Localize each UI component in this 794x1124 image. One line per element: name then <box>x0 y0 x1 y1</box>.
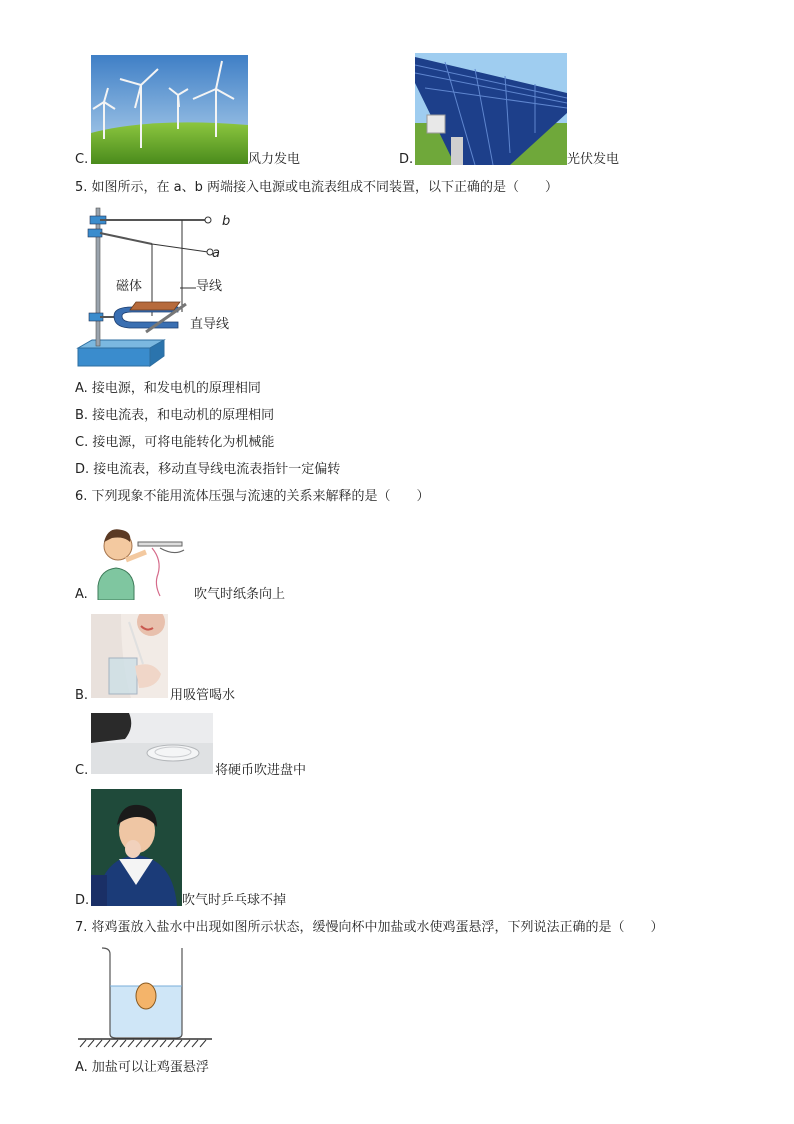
q5-option-d: D. 接电流表，移动直导线电流表指针一定偏转 <box>75 462 341 477</box>
figure-label-magnet: 磁体 <box>116 279 143 294</box>
q6-option-a-letter: A. <box>75 587 88 602</box>
q5-option-b: B. 接电流表，和电动机的原理相同 <box>75 408 275 423</box>
solar-panels-photo <box>415 53 567 165</box>
q6-option-c-caption: 将硬币吹进盘中 <box>215 763 307 778</box>
leader-line-wire <box>180 284 196 292</box>
question-5-text: 5. 如图所示，在 a、b 两端接入电源或电流表组成不同装置，以下正确的是（ ） <box>75 180 559 195</box>
figure-label-wire: 导线 <box>196 279 223 294</box>
egg-in-beaker-figure <box>76 944 216 1050</box>
q6-option-a-caption: 吹气时纸条向上 <box>194 587 286 602</box>
q5-option-c: C. 接电源，可将电能转化为机械能 <box>75 435 275 450</box>
question-7-text: 7. 将鸡蛋放入盐水中出现如图所示状态，缓慢向杯中加盐或水使鸡蛋悬浮，下列说法正确的是（ ） <box>75 920 664 935</box>
q6-option-d-caption: 吹气时乒乓球不掉 <box>182 893 287 908</box>
q6-option-d-letter: D. <box>75 893 90 908</box>
q7-option-a: A. 加盐可以让鸡蛋悬浮 <box>75 1060 209 1075</box>
blowing-coin-into-plate-photo <box>91 713 213 774</box>
ping-pong-ball-photo <box>91 789 182 906</box>
option-d-caption: 光伏发电 <box>567 152 620 167</box>
wind-turbines-photo <box>91 55 248 164</box>
drinking-with-straw-photo <box>91 614 168 698</box>
figure-label-b: b <box>222 214 231 229</box>
q6-option-b-letter: B. <box>75 688 89 703</box>
option-c-caption: 风力发电 <box>248 152 301 167</box>
question-6-text: 6. 下列现象不能用流体压强与流速的关系来解释的是（ ） <box>75 489 430 504</box>
q6-option-c-letter: C. <box>75 763 89 778</box>
blowing-paper-strip-illustration <box>90 516 194 600</box>
option-c-letter: C. <box>75 152 89 167</box>
q5-option-a: A. 接电源，和发电机的原理相同 <box>75 381 261 396</box>
figure-label-a: a <box>212 246 220 261</box>
option-d-letter: D. <box>399 152 414 167</box>
q6-option-b-caption: 用吸管喝水 <box>170 688 236 703</box>
figure-label-straight-wire: 直导线 <box>190 317 230 332</box>
